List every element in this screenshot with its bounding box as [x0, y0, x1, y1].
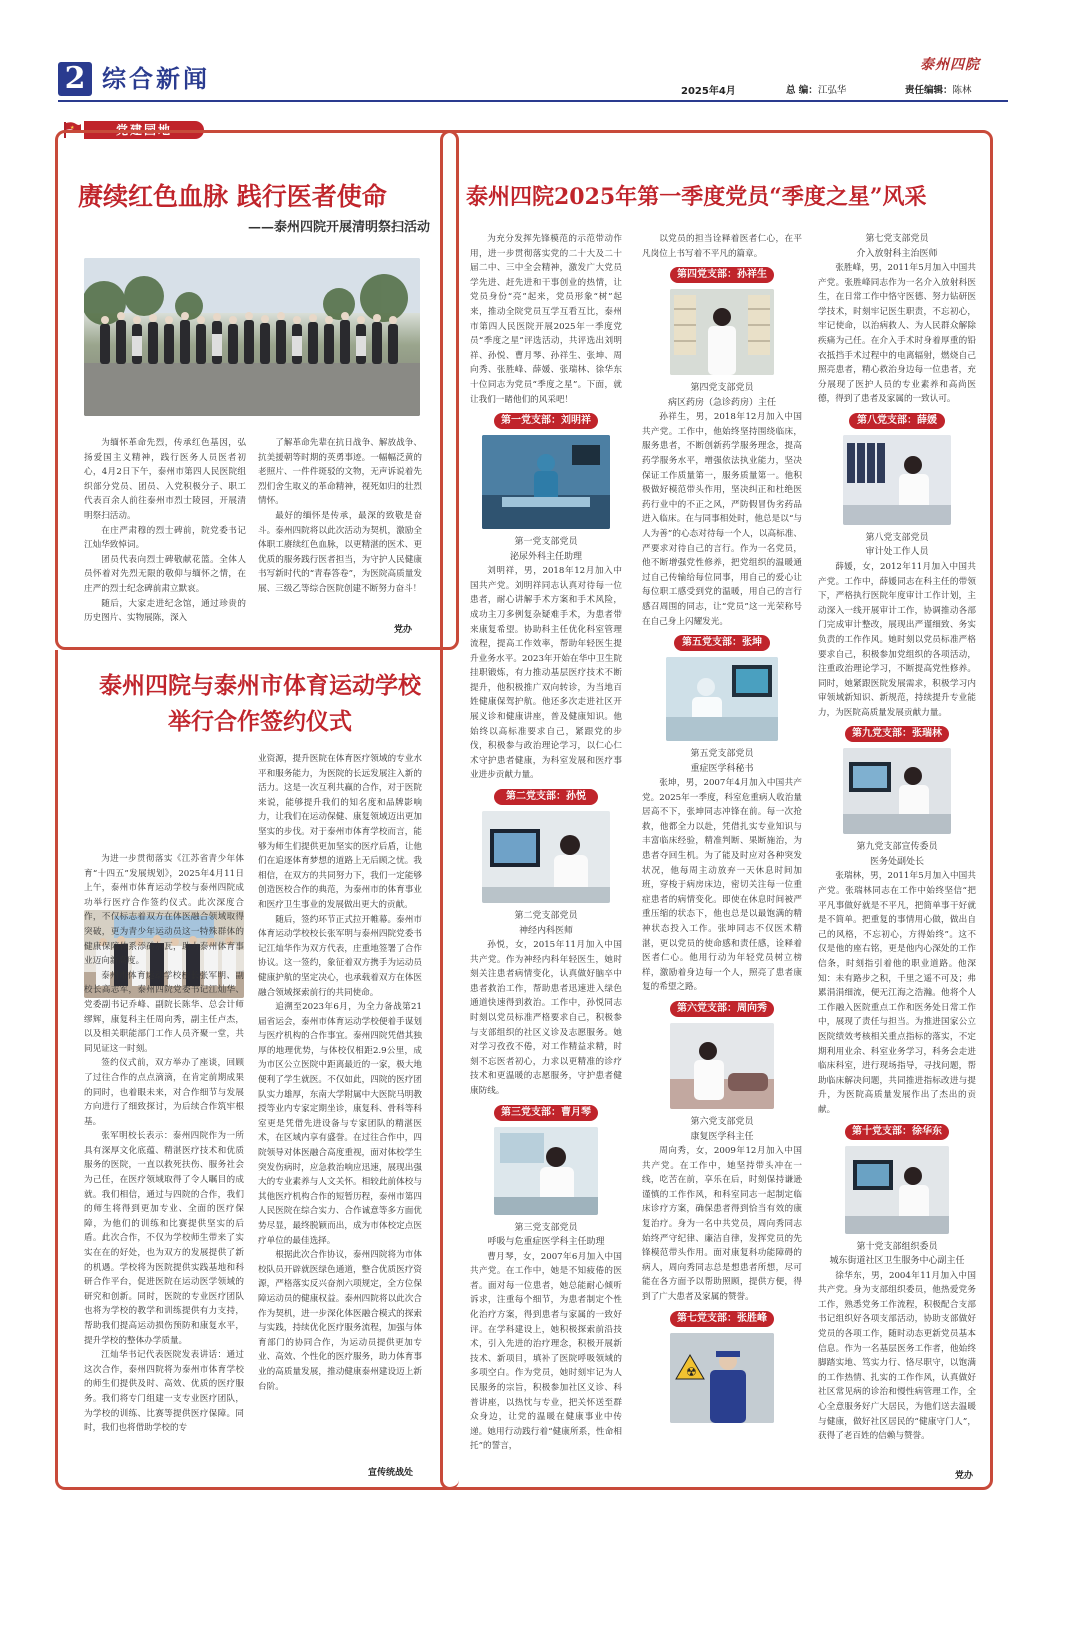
article2-title	[70, 668, 450, 740]
member-caption: 第九党支部宣传委员	[856, 842, 938, 853]
paragraph: 随后，签约环节正式拉开帷幕。泰州市体育运动学校校长张军明与泰州四院党委书记江灿华作为双方代表，庄重地签署了合作协议。这一签约，象征着双方携手为运动员健康护航的坚定决心，也承载着双方在体医融合领域探索前行的共同使命。	[258, 914, 422, 998]
article2-title-line2: 举行合作签约仪式	[168, 708, 352, 735]
paragraph: 签约仪式前，双方举办了座谈，回顾了过往合作的点点滴滴，在肯定前期成果的同时，也着眼未来，对合作细节与发展方向进行了细致探讨，为后续合作筑牢根基。	[84, 1058, 244, 1127]
member-bio: 徐华东，男，2004年11月加入中国共产党。身为支部组织委员，他热爱党务工作，熟悉党务工作流程，积极配合支部书记组织好各项支部活动，协助支部做好党员的各项工作，随时动态更新党员基本信息。作为一名基层医务工作者，他始终脚踏实地、笃实力行、恪尽职守，以饱满的工作热情、扎实的工作作风，认真做好社区常见病的诊治和慢性病管理工作，全心全意服务好广大居民，为他们送去温暖与健康，做好社区居民的“健康守门人”，获得了老百姓的信赖与赞誉。	[818, 1270, 976, 1442]
article3-author: 党办	[955, 1471, 974, 1481]
paragraph: 最好的缅怀是传承，最深的致敬是奋斗。泰州四院将以此次活动为契机，激励全体职工赓续红色血脉，以更精湛的医术、更优质的服务践行医者担当，为守护人民健康书写新时代的“青春答卷”，为医院高质量发展、三级乙等综合医院创建不断努力奋斗！	[258, 510, 422, 594]
article1-title: 赓续红色血脉 践行医者使命	[78, 182, 387, 211]
member-caption: 第三党支部党员	[514, 1222, 578, 1233]
column-tag-label: 党建园地	[84, 121, 204, 139]
photo-member-sun	[482, 811, 610, 903]
photo-member-sun-xs	[670, 289, 774, 375]
article2-title-line1: 泰州四院与泰州市体育运动学校	[99, 672, 421, 699]
article2-col2	[258, 752, 422, 1394]
member-tag: 第二党支部：孙悦	[494, 789, 598, 805]
article3-col2	[642, 232, 802, 1429]
svg-text:☢: ☢	[686, 1364, 697, 1379]
member-caption: 第八党支部党员	[865, 532, 929, 543]
article3-col3	[818, 232, 976, 1444]
member-tag: 第四党支部：孙祥生	[670, 267, 774, 283]
masthead-date: 2025年4月	[681, 86, 736, 97]
photo-member-cao	[494, 1127, 598, 1215]
member-bio: 刘明祥，男，2018年12月加入中国共产党。刘明祥同志认真对待每一位患者，耐心讲解手术方案和手术风险，成功主刀多例复杂疑难手术，为患者带来康复希望。协助科主任优化科室管理流程，提高工作效率，帮助年轻医生提升业务水平。2023年开始在华中卫生院挂职锻炼，有力推动基层医疗技术不断提升，他积极推广双向转诊，为当地百姓健康保驾护航。他还多次走进社区开展义诊和健康讲座，普及健康知识。他始终以高标准要求自己，紧跟党的步伐，积极参与政治理论学习，以仁心仁术守护患者健康，为科室发展和医疗事业进步贡献力量。	[470, 566, 622, 781]
paragraph: 以党员的担当诠释着医者仁心，在平凡岗位上书写着不平凡的篇章。	[642, 234, 802, 259]
member-caption: 呼吸与危重症医学科主任助理	[487, 1237, 605, 1248]
article2-col1	[84, 852, 244, 1436]
member-tag: 第六党支部：周向秀	[670, 1001, 774, 1017]
member-caption: 医务处副处长	[869, 856, 924, 867]
paragraph: 随后，大家走进纪念馆，通过珍贵的历史图片、实物展陈，深入	[84, 598, 246, 624]
paragraph: 根据此次合作协议，泰州四院将为市体校队员开辟就医绿色通道，整合优质医疗资源，严格落实反兴奋剂六项规定，全方位保障运动员的健康权益。泰州四院将以此次合作为契机，进一步深化体医融合模式的探索与实践，持续优化医疗服务流程，加强与体育部门的协同合作，为运动员提供更加专业、高效、个性化的医疗服务，助力体育事业的高质量发展，推动健康泰州建设迈上新台阶。	[258, 1250, 422, 1392]
article1-subtitle: ——泰州四院开展清明祭扫活动	[247, 220, 430, 235]
member-caption: 重症医学科秘书	[690, 763, 754, 774]
member-caption: 城东街道社区卫生服务中心副主任	[829, 1256, 965, 1267]
member-bio: 孙悦，女，2015年11月加入中国共产党。作为神经内科年轻医生，她时刻关注患者病情变化，认真做好脑卒中患者救治工作，帮助患者迅速进入绿色通道快速得到救治。工作中，孙悦同志时刻以党员标准严格要求自己，积极参与支部组织的社区义诊及志愿服务。她对学习孜孜不倦，对工作精益求精，时刻不忘医者初心，力求以更精准的诊疗技术和更温暖的志愿服务，守护患者健康防线。	[470, 940, 622, 1096]
member-caption: 第一党支部党员	[514, 537, 578, 548]
paragraph: 为缅怀革命先烈，传承红色基因，弘扬爱国主义精神，践行医务人员医者初心，4月2日下午，泰州市第四人民医院组织部分党员、团员、入党积极分子、职工代表百余人前往泰州市烈士陵园，开展清明祭扫活动。	[84, 438, 246, 521]
member-caption: 第二党支部党员	[514, 911, 578, 922]
responsible-editor: 责任编辑：陈林	[905, 85, 972, 96]
paragraph: 在庄严肃穆的烈士碑前，院党委书记江灿华致悼词。	[84, 525, 246, 551]
chief-editor: 总 编：江弘华	[786, 85, 847, 96]
member-tag: 第一党支部：刘明祥	[494, 413, 598, 429]
member-caption: 介入放射科主治医师	[856, 248, 938, 259]
member-bio: 薛媛，女，2012年11月加入中国共产党。工作中，薛媛同志在科主任的带领下，严格执行医院年度审计工作计划，主动深入一线开展审计工作，协调推动各部门完成审计整改，展现出严谨细致、务实负责的工作作风。她时刻以党员标准严格要求自己，积极参加党组织的各项活动，注重政治理论学习，不断提高党性修养。同时，她紧跟医院发展需求，积极学习内审领域新知识、新规范，持续提升专业能力，为医院高质量发展贡献力量。	[818, 561, 976, 718]
member-caption: 第五党支部党员	[690, 749, 754, 760]
member-bio: 曹月琴，女，2007年6月加入中国共产党。在工作中，她是不知疲倦的医者。面对每一位患者，她总能耐心倾听诉求，注重每个细节，为患者制定个性化治疗方案，得到患者与家属的一致好评。在学科建设上，她积极探索前沿技术，引入先进的治疗理念，积极开展新技术、新项目，填补了医院呼吸领域的多项空白。作为党员，她时刻牢记为人民服务的宗旨，积极参加社区义诊、科普讲座，以热忱与专业，把关怀送至群众身边，让党的温暖在健康事业中传递。她用行动践行着“健康所系，性命相托”的誓言，	[470, 1251, 622, 1452]
paragraph: 了解革命先辈在抗日战争、解放战争、抗美援朝等时期的英勇事迹。一幅幅泛黄的老照片、一件件斑驳的文物，无声诉说着先烈们舍生取义的革命精神，视死如归的壮烈情怀。	[258, 438, 422, 507]
photo-member-zhang-kun	[666, 657, 778, 741]
member-bio: 张胜峰，男，2011年5月加入中国共产党。张胜峰同志作为一名介入放射科医生，在日常工作中恪守医德、努力钻研医学技术，时刻牢记医生职责，不忘初心，牢记使命，以治病救人、为人民群众解除疾痛为己任。在介入手术时身着厚重的铅衣抵挡手术过程中的电离辐射，燃烧自己照亮患者，精心救治身边每一位患者，充分展现了医护人员的专业素养和高尚医德，得到了患者及家属的一致认可。	[818, 263, 976, 405]
member-caption: 泌尿外科主任助理	[509, 551, 582, 562]
member-tag: 第七党支部：张胜峰	[670, 1311, 774, 1327]
paragraph: 追溯至2023年6月，为全力备战第21届省运会，泰州市体育运动学校便着手谋划与医疗机构的合作事宜。泰州四院凭借其独厚的地理优势，与体校仅相距2.9公里，成为市区公立医院中距离最近的一家，极大地便利了学生就医。不仅如此，四院的医疗团队实力雄厚，东南大学附属中大医院马明教授等业内专家定期坐诊，康复科、骨科等科室更是凭借先进设备与专家团队的精湛医术，在区域内享有盛誉。在过往合作中，四院领导对体医融合高度重视，面对体校学生突发伤病时，应急救治响应迅速，展现出强大的专业素养与人文关怀。相较此前体校与其他医疗机构合作的短暂历程，泰州市第四人民医院在综合实力、合作诚意等多方面优势尽显，最终脱颖而出，成为市体校定点医疗单位的最佳选择。	[258, 1002, 422, 1246]
member-caption: 第四党支部党员	[690, 383, 754, 394]
photo-member-xu	[845, 1146, 949, 1234]
paragraph: 张军明校长表示：泰州四院作为一所具有深厚文化底蕴、精湛医疗技术和优质服务的医院，一直以救死扶伤、服务社会为己任，在医疗领域取得了令人瞩目的成就。我们相信，通过与四院的合作，我们的师生将得到更加专业、全面的医疗保障，为他们的训练和比赛提供坚实的后盾。此次合作，不仅为学校师生带来了实实在在的好处，也为双方的发展提供了新的机遇。学校将为医院提供实践基地和科研合作平台，促进医院在运动医学领域的研究和创新。同时，医院的专业医疗团队也将为学校的教学和训练提供有力支持，帮助我们提高运动损伤预防和康复水平，提升学校的整体办学质量。	[84, 1131, 244, 1346]
member-bio: 周向秀，女，2009年12月加入中国共产党。在工作中，她坚持带头冲在一线，吃苦在前，享乐在后，时刻保持谦逊谨慎的工作作风，和科室同志一起制定临床诊疗方案，确保患者得到恰当有效的康复治疗。身为一名中共党员，周向秀同志始终严守纪律、廉洁自律，发挥党员的先锋模范带头作用。面对康复科功能障碍的病人，周向秀同志总是想患者所想，尽可能在各方面予以帮助照顾，提供方便，得到了广大患者及家属的赞誉。	[642, 1146, 802, 1302]
paragraph: 江灿华书记代表医院发表讲话：通过这次合作，泰州四院将为泰州市体育学校的师生们提供及时、高效、优质的医疗服务。我们将专门组建一支专业医疗团队，为学校的训练、比赛等提供医疗保障。同时，我们也将借助学校的专	[84, 1350, 244, 1434]
masthead-rule	[58, 100, 1008, 102]
photo-member-liu	[482, 435, 610, 529]
section-title: 综合新闻	[102, 64, 210, 93]
member-caption: 病区药房（急诊药房）主任	[667, 397, 776, 408]
member-caption: 第十党支部组织委员	[856, 1241, 938, 1252]
article1-col2	[258, 436, 422, 597]
masthead	[58, 58, 1008, 102]
article3-col1	[470, 232, 622, 1454]
photo-memorial-ceremony	[84, 258, 420, 416]
photo-member-xue	[843, 435, 951, 525]
article1-col1	[84, 436, 246, 626]
member-caption: 第六党支部党员	[690, 1117, 754, 1127]
svg-text:★: ★	[70, 125, 75, 131]
photo-member-zhang-sf	[670, 1333, 774, 1423]
photo-member-zhou	[670, 1023, 774, 1109]
member-tag: 第三党支部：曹月琴	[494, 1105, 598, 1121]
member-tag: 第十党支部：徐华东	[845, 1124, 949, 1140]
paragraph: 业资源，提升医院在体育医疗领域的专业水平和服务能力，为医院的长远发展注入新的活力。这是一次互利共赢的合作，对于医院来说，能够提升我们的知名度和品牌影响力，让我们在运动保健、康复领域迈出更加坚实的步伐。对于泰州市体育学校而言，能够为师生们提供更加坚实的医疗后盾，让他们在追逐体育梦想的道路上无后顾之忧。我相信，在双方的共同努力下，我们一定能够创造医校合作的典范，为泰州市的体育事业和医疗卫生事业的发展做出更大的贡献。	[258, 754, 422, 910]
member-caption: 康复医学科主任	[690, 1131, 754, 1142]
paragraph: 为进一步贯彻落实《江苏省青少年体育“十四五”发展规划》，2025年4月11日上午，泰州市体育运动学校与泰州四院成功举行医疗合作签约仪式。此次深度合作，不仅标志着双方在体医融合领域取得突破，更为青少年运动员这一特殊群体的健康保障体系添砖加瓦，助力泰州体育事业迈向新高度。	[84, 854, 244, 967]
member-tag: 第五党支部：张坤	[674, 635, 770, 651]
paragraph: 团员代表向烈士碑敬献花篮。全体人员怀着对先烈无限的敬仰与缅怀之情，在庄严的烈士纪念碑前肃立默哀。	[84, 554, 246, 594]
photo-member-zhang-rl	[843, 748, 951, 834]
member-tag: 第九党支部：张瑞林	[845, 726, 949, 742]
article3-title: 泰州四院2025年第一季度党员“季度之星”风采	[466, 184, 927, 210]
member-caption: 神经内科医师	[518, 925, 573, 936]
article3-intro: 为充分发挥先锋模范的示范带动作用，进一步贯彻落实党的二十大及二十届二中、三中全会精神，激发广大党员学先进、赶先进和干事创业的热情，让党员身份“亮”起来，党员形象“树”起来，推动全院党员互学互看互比，泰州市第四人民医院开展2025年一季度党员“季度之星”评选活动，共评选出刘明祥、孙悦、曹月琴、孙祥生、张坤、周向秀、张胜峰、薛媛、张瑞林、徐华东十位同志为党员“季度之星”。下面，就让我们一睹他们的风采吧！	[470, 234, 622, 405]
member-tag: 第八党支部：薛媛	[849, 413, 945, 429]
article1-author: 党办	[394, 625, 413, 635]
member-caption: 第七党支部党员	[865, 234, 929, 244]
member-caption: 审计处工作人员	[865, 547, 929, 558]
hospital-logo: 泰州四院	[920, 57, 980, 73]
page-number-badge: 2	[58, 62, 92, 96]
member-bio: 孙祥生，男，2018年12月加入中国共产党。工作中，他始终坚持围绕临床，服务患者，不断创新药学服务理念，提高药学服务水平，增强依法执业能力，坚决保证工作质量第一，服务质量第一。他积极做好模范带头作用，坚决纠正和杜绝医药行业中的不正之风，严防假冒伪劣药品进入临床。在与同事相处时，他总是以“与人为善”的心态对待每一个人，以高标准、严要求对待自己的言行。作为一名党员，他不断增强党性修养，把党组织的温暖通过自己传输给每位同事，用自己的爱心让每位职工感受到党的温暖，用自己的言行感召周围的同志，让“党员”这一光荣称号在自己身上闪耀发光。	[642, 412, 802, 627]
article2-author: 宣传统战处	[368, 1468, 414, 1478]
member-bio: 张坤，男，2007年4月加入中国共产党。2025年一季度，科室危重病人收治量居高不下，张坤同志冲锋在前。每一次抢救，他都全力以赴，凭借扎实专业知识与丰富临床经验，精准判断、果断施治，为患者夺回生机。为了能及时应对各种突发状况，他每周主动放弃一天休息时间加班，穿梭于病房床边，密切关注每一位重症患者的病情变化。即使在休息时间被严重压缩的状态下，他也总是以最饱满的精神状态投入工作。张坤同志不仅医术精湛，更以党员的使命感和责任感，诠释着医者仁心。他用行动为年轻党员树立榜样，激励着身边每一个人，照亮了患者康复的希望之路。	[642, 778, 802, 993]
member-bio: 张瑞林，男，2011年5月加入中国共产党。张瑞林同志在工作中始终坚信“把平凡事做好就是不平凡，把简单事干好就是不简单。把重复的事情用心做，做出自己的风格，不忘初心，方得始终”。这不仅是他的座右铭，更是他内心深处的工作信条，时刻指引着他的职业道路。他深知：未有路步之积，千里之遥不可及；弗累涓涓细流，便无江海之浩瀚。他将个人工作融入医院重点工作和医务处日常工作中，展现了责任与担当。为推进国家公立医院绩效考核相关重点指标的落实，不定期利用业余、科室业务学习，科务会走进临床科室，进行现场指导，寻找问题，帮助临床解决问题，共同推进指标改进与提升，为医院高质量发展作出了杰出的贡献。	[818, 871, 976, 1115]
paragraph: 泰州市体育运动学校校长张军明、副校长高志军，泰州四院党委书记江灿华、党委副书记乔峰、副院长陈华、总会计师缪辉，康复科主任周向秀，副主任卢杰，以及相关职能部门工作人员齐聚一堂，共同见证这一时刻。	[84, 970, 244, 1054]
